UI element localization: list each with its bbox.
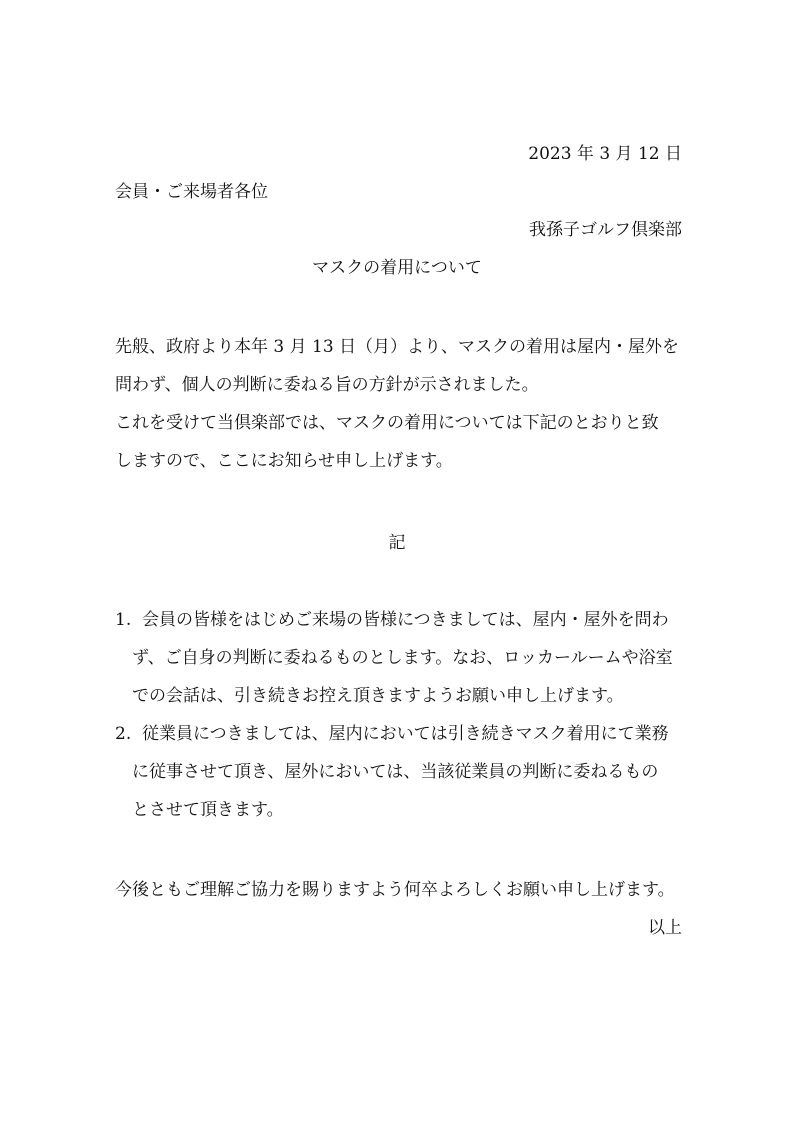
document-title: マスクの着用について — [312, 258, 482, 278]
closing-line: 今後ともご理解ご協力を賜りますよう何卒よろしくお願い申し上げます。 — [115, 880, 675, 900]
ki-heading: 記 — [388, 533, 406, 553]
item-line: 従業員につきましては、屋内においては引き続きマスク着用にて業務 — [142, 724, 669, 744]
item-line: での会話は、引き続きお控え頂きますようお願い申し上げます。 — [132, 686, 624, 706]
body-line-3: これを受けて当倶楽部では、マスクの着用については下記のとおりと致 — [115, 413, 659, 433]
document-date: 2023 年 3 月 12 日 — [528, 144, 682, 164]
item-line: ず、ご自身の判断に委ねるものとします。なお、ロッカールームや浴室 — [132, 648, 673, 668]
item-number: 2. — [115, 724, 132, 744]
end-mark: 以上 — [648, 918, 682, 938]
body-line-2: 問わず、個人の判断に委ねる旨の方針が示されました。 — [115, 375, 539, 395]
body-line-4: しますので、ここにお知らせ申し上げます。 — [115, 451, 453, 471]
sender-name: 我孫子ゴルフ倶楽部 — [529, 220, 682, 240]
body-line-1: 先般、政府より本年 3 月 13 日（月）より、マスクの着用は屋内・屋外を — [115, 337, 680, 357]
item-line: とさせて頂きます。 — [132, 800, 284, 820]
item-line: に従事させて頂き、屋外においては、当該従業員の判断に委ねるもの — [132, 762, 659, 782]
item-line: 会員の皆様をはじめご来場の皆様につきましては、屋内・屋外を問わ — [142, 610, 669, 630]
recipient-line: 会員・ご来場者各位 — [115, 182, 268, 202]
item-number: 1. — [115, 610, 132, 630]
